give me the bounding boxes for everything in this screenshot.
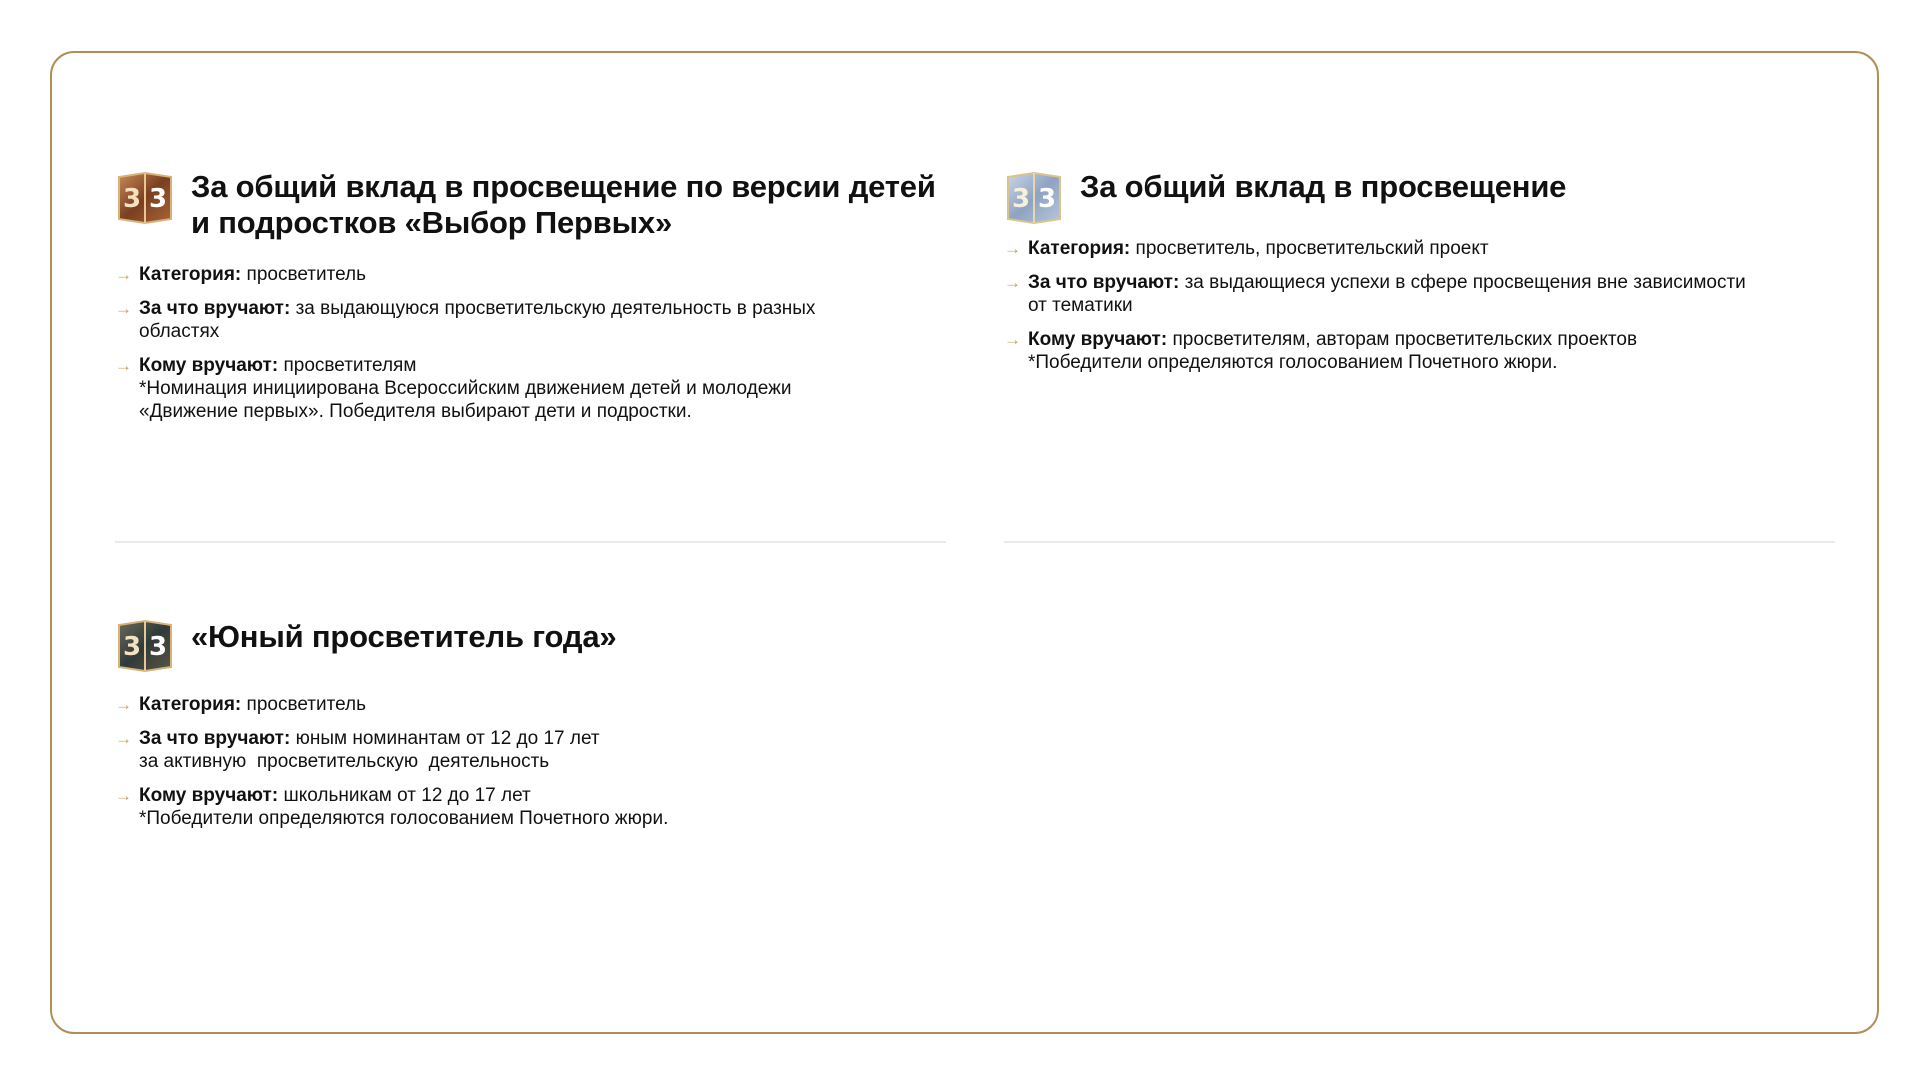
criteria-value: за выдающиеся успехи в сфере просвещения вне зависимости bbox=[1184, 272, 1746, 293]
criteria-value: просветителям, авторам просветительских проектов bbox=[1172, 329, 1638, 350]
card-header bbox=[115, 617, 945, 673]
criteria-item-reason bbox=[1004, 271, 1834, 317]
criteria-value: за выдающуюся просветительскую деятельность в разных bbox=[295, 298, 816, 319]
award-cube-bronze-icon bbox=[115, 171, 175, 225]
award-card-young-educator bbox=[115, 617, 945, 841]
card-title bbox=[191, 619, 616, 655]
criteria-item-reason bbox=[115, 297, 945, 343]
criteria-item-category bbox=[115, 693, 945, 716]
section-divider bbox=[1004, 541, 1835, 543]
card-header bbox=[115, 169, 945, 241]
card-title bbox=[1080, 169, 1566, 205]
arrow-right-icon: → bbox=[115, 356, 132, 375]
arrow-right-icon: → bbox=[115, 299, 132, 318]
award-card-first-choice bbox=[115, 169, 945, 434]
arrow-right-icon: → bbox=[1004, 273, 1021, 292]
card-title-line: «Юный просветитель года» bbox=[191, 619, 617, 654]
criteria-note: *Победители определяются голосованием Почетного жюри. bbox=[1028, 352, 1558, 373]
card-title-line: За общий вклад в просвещение bbox=[1080, 169, 1567, 204]
criteria-list bbox=[115, 693, 945, 830]
card-header bbox=[1004, 169, 1834, 225]
criteria-item-category bbox=[1004, 237, 1834, 260]
criteria-value-continued: за активную просветительскую деятельность bbox=[139, 751, 550, 772]
criteria-item-reason bbox=[115, 727, 945, 773]
criteria-key: За что вручают: bbox=[1028, 272, 1180, 293]
svg-text:3: 3 bbox=[122, 184, 142, 214]
svg-text:3: 3 bbox=[1011, 184, 1031, 214]
svg-text:3: 3 bbox=[148, 184, 168, 214]
criteria-note: *Победители определяются голосованием Почетного жюри. bbox=[139, 808, 669, 829]
criteria-key: Кому вручают: bbox=[139, 355, 279, 376]
criteria-note: «Движение первых». Победителя выбирают дети и подростки. bbox=[139, 401, 692, 422]
criteria-note: *Номинация инициирована Всероссийским движением детей и молодежи bbox=[139, 378, 792, 399]
criteria-key: Категория: bbox=[139, 264, 242, 285]
arrow-right-icon: → bbox=[1004, 330, 1021, 349]
criteria-item-category bbox=[115, 263, 945, 286]
criteria-key: Категория: bbox=[1028, 238, 1131, 259]
criteria-value: просветитель bbox=[246, 264, 366, 285]
criteria-value: школьникам от 12 до 17 лет bbox=[283, 785, 531, 806]
section-divider bbox=[115, 541, 946, 543]
award-cube-dark-icon bbox=[115, 619, 175, 673]
criteria-item-recipients bbox=[115, 784, 945, 830]
criteria-list bbox=[115, 263, 945, 423]
criteria-value: просветитель, просветительский проект bbox=[1135, 238, 1489, 259]
criteria-key: Категория: bbox=[139, 694, 242, 715]
card-title-line: За общий вклад в просвещение по версии детей bbox=[191, 169, 936, 204]
criteria-value: просветителям bbox=[283, 355, 417, 376]
criteria-key: За что вручают: bbox=[139, 298, 291, 319]
award-cube-silver-icon bbox=[1004, 171, 1064, 225]
arrow-right-icon: → bbox=[115, 786, 132, 805]
arrow-right-icon: → bbox=[115, 265, 132, 284]
criteria-item-recipients bbox=[1004, 328, 1834, 374]
card-title bbox=[191, 169, 936, 241]
criteria-list bbox=[1004, 237, 1834, 374]
svg-text:3: 3 bbox=[122, 632, 142, 662]
criteria-item-recipients bbox=[115, 354, 945, 423]
criteria-value: юным номинантам от 12 до 17 лет bbox=[295, 728, 600, 749]
criteria-key: За что вручают: bbox=[139, 728, 291, 749]
criteria-value: просветитель bbox=[246, 694, 366, 715]
svg-text:3: 3 bbox=[1037, 184, 1057, 214]
card-title-line: и подростков «Выбор Первых» bbox=[191, 205, 673, 240]
criteria-key: Кому вручают: bbox=[1028, 329, 1168, 350]
criteria-value-continued: от тематики bbox=[1028, 295, 1133, 316]
svg-text:3: 3 bbox=[148, 632, 168, 662]
arrow-right-icon: → bbox=[115, 729, 132, 748]
arrow-right-icon: → bbox=[115, 695, 132, 714]
arrow-right-icon: → bbox=[1004, 239, 1021, 258]
award-card-overall-contribution bbox=[1004, 169, 1834, 385]
criteria-key: Кому вручают: bbox=[139, 785, 279, 806]
criteria-value-continued: областях bbox=[139, 321, 220, 342]
